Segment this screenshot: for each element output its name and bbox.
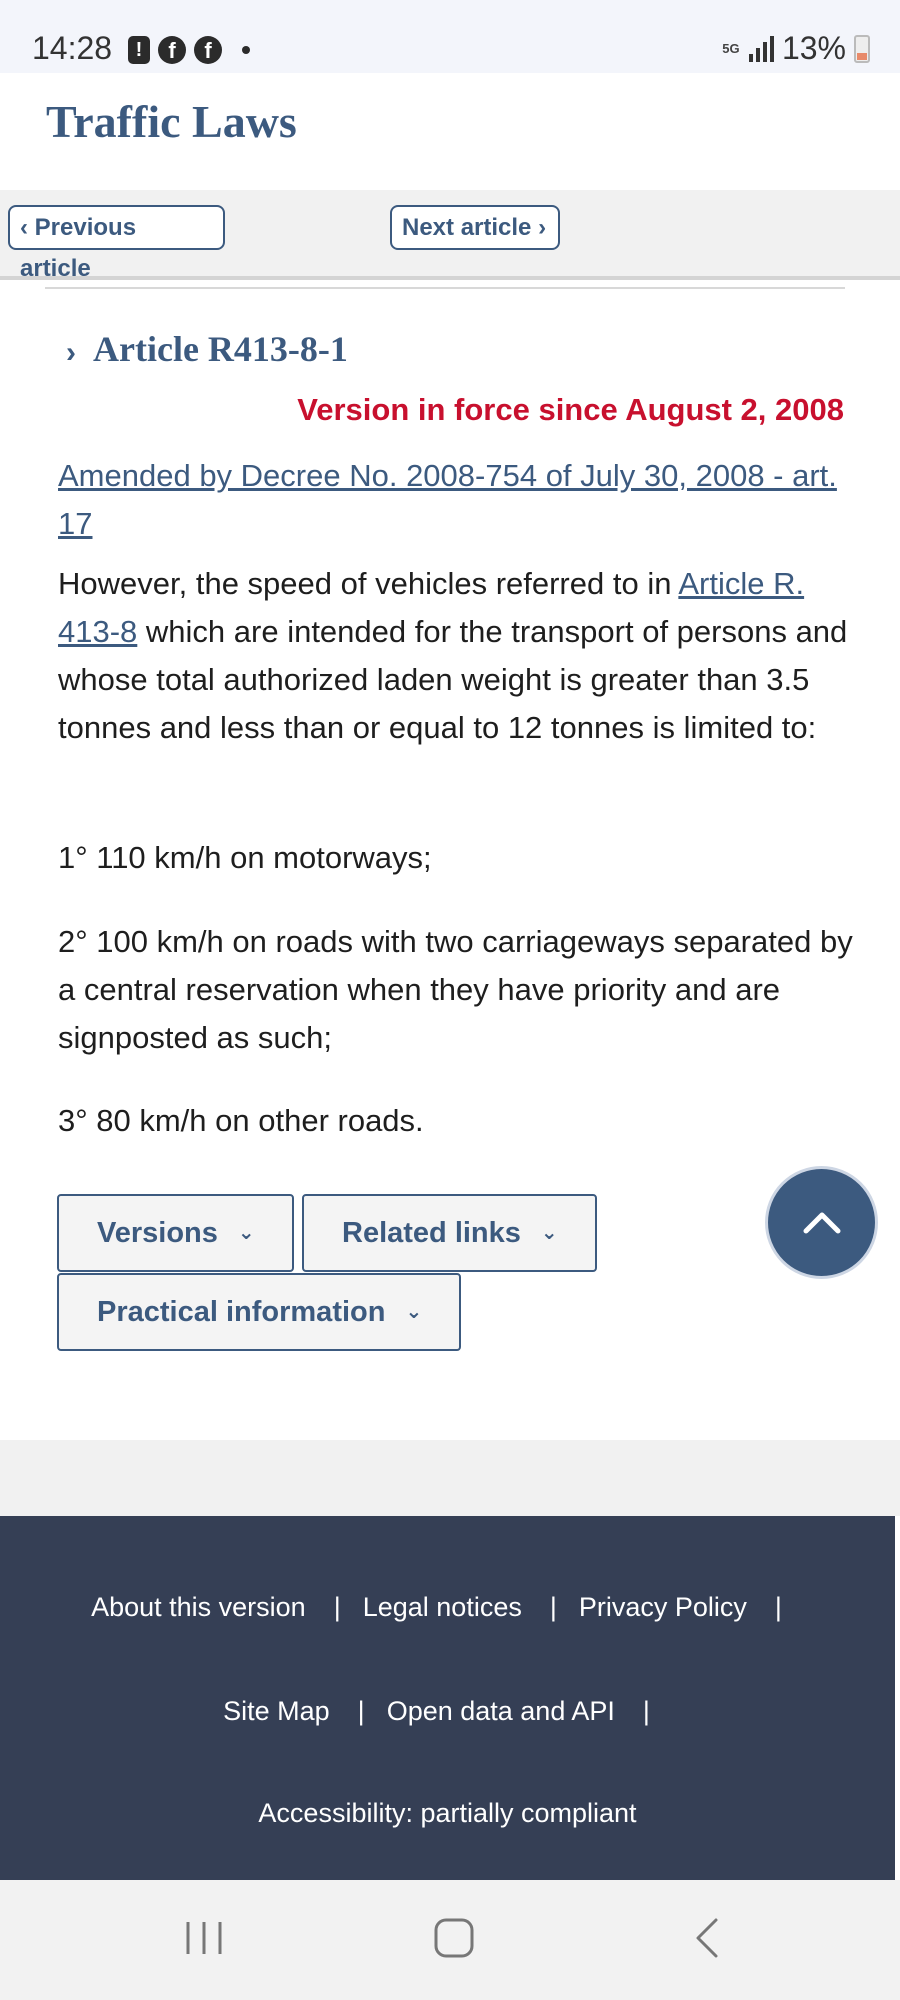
chevron-right-icon[interactable]: › — [66, 336, 76, 369]
notification-icons — [128, 36, 250, 64]
article-title[interactable]: Article R413-8-1 — [93, 329, 348, 369]
footer-links-row — [0, 1696, 895, 1727]
battery-percent: 13% — [781, 30, 846, 66]
article-item: 3° 80 km/h on other roads. — [58, 1103, 424, 1138]
back-icon[interactable] — [686, 1916, 730, 1960]
separator: | — [774, 1592, 782, 1622]
signal-icon — [749, 36, 774, 62]
footer — [0, 1516, 895, 1880]
system-navigation-bar — [0, 1880, 900, 2000]
chevron-down-icon: ⌄ — [540, 1222, 558, 1244]
chevron-down-icon: ⌄ — [405, 1301, 423, 1323]
about-version-link[interactable]: About this version — [91, 1592, 306, 1622]
paragraph-text: However, the speed of vehicles referred to in — [58, 566, 679, 601]
previous-article-button[interactable]: ‹ Previous article — [8, 205, 225, 250]
accessibility-link[interactable]: Accessibility: partially compliant — [258, 1798, 637, 1828]
status-time: 14:28 — [32, 30, 113, 66]
network-type: 5G — [722, 41, 740, 56]
related-links-button[interactable] — [302, 1194, 597, 1272]
amended-by-link[interactable]: Amended by Decree No. 2008-754 of July 30, 2008 - art. 17 — [58, 458, 837, 541]
alert-icon: ! — [128, 36, 150, 64]
article-paragraph — [58, 560, 858, 752]
recent-apps-icon[interactable] — [182, 1916, 226, 1960]
status-right — [721, 30, 870, 67]
article-item: 2° 100 km/h on roads with two carriageways separated by a central reservation when they have priority and are signposted as such; — [58, 924, 853, 1055]
divider — [45, 287, 845, 289]
back-to-top-button[interactable] — [765, 1166, 878, 1279]
open-data-link[interactable]: Open data and API — [386, 1696, 615, 1726]
article-navigation — [0, 190, 900, 280]
footer-spacer — [0, 1440, 900, 1516]
separator: | — [333, 1592, 341, 1622]
home-icon[interactable] — [432, 1916, 476, 1960]
chevron-up-icon — [798, 1199, 846, 1247]
site-map-link[interactable]: Site Map — [223, 1696, 330, 1726]
site-title[interactable]: Traffic Laws — [46, 96, 297, 147]
versions-button[interactable] — [57, 1194, 294, 1272]
paragraph-text: which are intended for the transport of persons and whose total authorized laden weight is greater than 3.5 tonnes and less than or equal to 12 tonnes is limited to: — [58, 614, 848, 745]
separator: | — [357, 1696, 365, 1726]
status-bar — [0, 0, 900, 73]
dot-icon — [242, 46, 250, 54]
practical-information-button[interactable] — [57, 1273, 461, 1351]
separator: | — [549, 1592, 557, 1622]
facebook-icon: f — [158, 36, 186, 64]
next-article-button[interactable]: Next article › — [390, 205, 560, 250]
footer-links-row — [0, 1592, 895, 1623]
separator: | — [642, 1696, 650, 1726]
article-reference-link[interactable]: Article R. 413-8 — [58, 566, 805, 649]
related-links-label: Related links — [342, 1217, 521, 1249]
footer-links-row — [0, 1798, 895, 1829]
facebook-icon: f — [194, 36, 222, 64]
battery-icon — [854, 35, 870, 63]
article-item: 1° 110 km/h on motorways; — [58, 840, 432, 875]
version-status: Version in force since August 2, 2008 — [297, 392, 844, 427]
privacy-policy-link[interactable]: Privacy Policy — [578, 1592, 747, 1622]
legal-notices-link[interactable]: Legal notices — [362, 1592, 522, 1622]
versions-label: Versions — [97, 1217, 218, 1249]
chevron-down-icon: ⌄ — [237, 1222, 255, 1244]
practical-information-label: Practical information — [97, 1296, 386, 1328]
